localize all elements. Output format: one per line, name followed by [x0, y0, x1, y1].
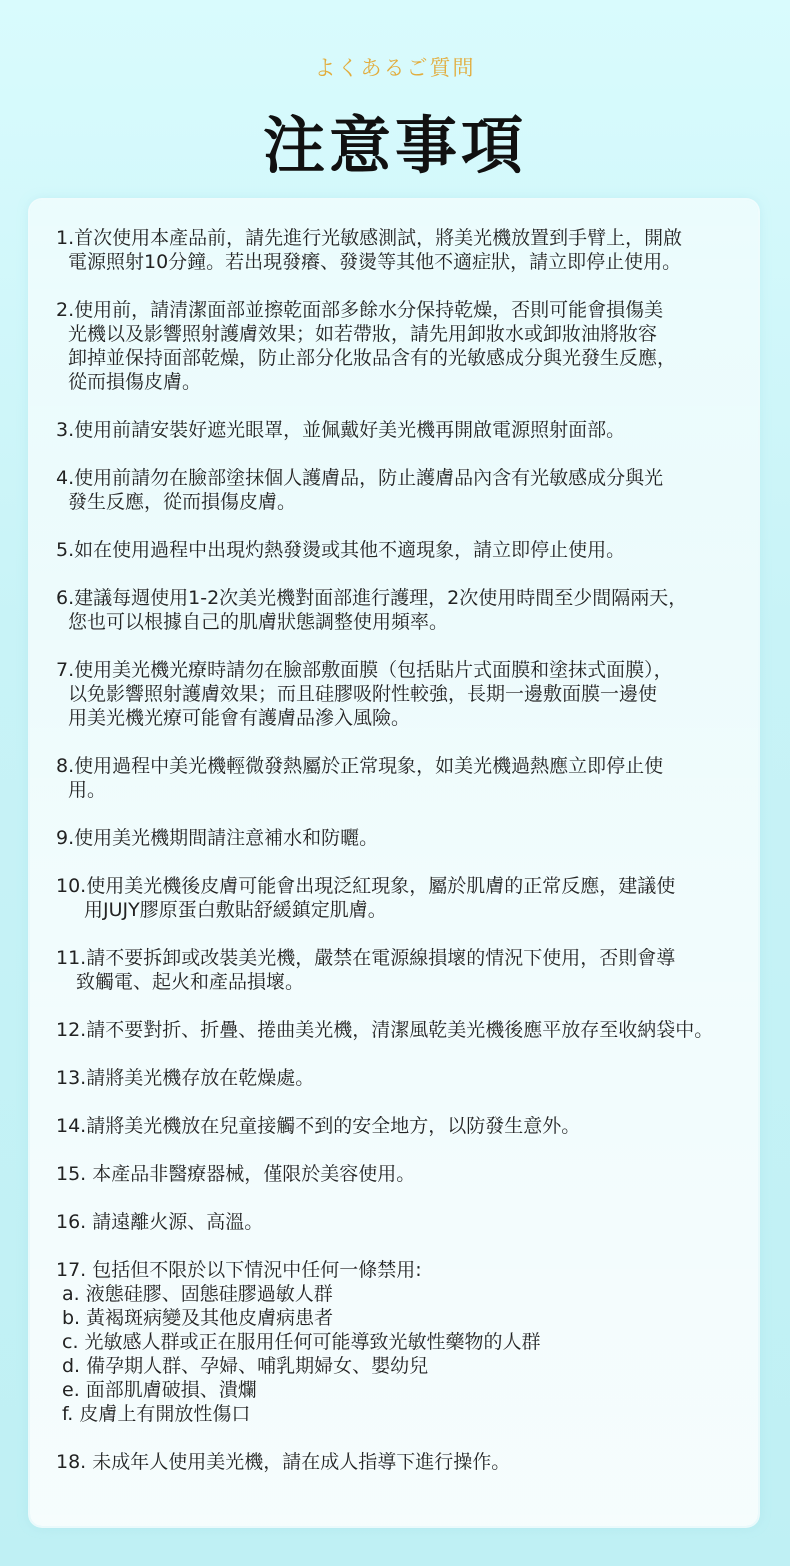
- notice-line: 15. 本產品非醫療器械，僅限於美容使用。: [56, 1163, 416, 1185]
- notice-line: 11.請不要拆卸或改裝美光機，嚴禁在電源線損壞的情況下使用，否則會導: [56, 947, 676, 969]
- notice-subitem: b. 黃褐斑病變及其他皮膚病患者: [62, 1307, 334, 1329]
- notice-line: 電源照射10分鐘。若出現發癢、發燙等其他不適症狀，請立即停止使用。: [68, 251, 682, 273]
- notice-subitem: d. 備孕期人群、孕婦、哺乳期婦女、嬰幼兒: [62, 1355, 429, 1377]
- notice-line: 光機以及影響照射護膚效果；如若帶妝，請先用卸妝水或卸妝油將妝容: [68, 323, 658, 345]
- notice-line: 3.使用前請安裝好遮光眼罩，並佩戴好美光機再開啟電源照射面部。: [56, 419, 626, 441]
- notice-line: 致觸電、起火和產品損壞。: [76, 971, 305, 993]
- notice-line: 8.使用過程中美光機輕微發熱屬於正常現象，如美光機過熱應立即停止使: [56, 755, 664, 777]
- notice-line: 16. 請遠離火源、高溫。: [56, 1211, 264, 1233]
- notice-line: 6.建議每週使用1-2次美光機對面部進行護理，2次使用時間至少間隔兩天，: [56, 587, 688, 609]
- notice-item-3: [56, 418, 736, 442]
- notice-item-7: [56, 658, 736, 730]
- notice-item-15: [56, 1162, 736, 1186]
- notice-item-16: [56, 1210, 736, 1234]
- notice-item-13: [56, 1066, 736, 1090]
- notice-subitem: e. 面部肌膚破損、潰爛: [62, 1379, 257, 1401]
- notice-item-12: [56, 1018, 736, 1042]
- notice-line: 9.使用美光機期間請注意補水和防曬。: [56, 827, 379, 849]
- notice-item-8: [56, 754, 736, 802]
- notice-item-5: [56, 538, 736, 562]
- notice-line: 從而損傷皮膚。: [68, 371, 202, 393]
- notice-item-10: [56, 874, 736, 922]
- notice-line: 用。: [68, 779, 107, 801]
- notice-item-4: [56, 466, 736, 514]
- notice-line: 10.使用美光機後皮膚可能會出現泛紅現象，屬於肌膚的正常反應，建議使: [56, 875, 676, 897]
- notice-line: 2.使用前，請清潔面部並擦乾面部多餘水分保持乾燥，否則可能會損傷美: [56, 299, 664, 321]
- notice-item-11: [56, 946, 736, 994]
- notice-line: 用JUJY膠原蛋白敷貼舒緩鎮定肌膚。: [84, 899, 387, 921]
- notice-item-1: [56, 226, 736, 274]
- notice-line: 以免影響照射護膚效果；而且硅膠吸附性較強，長期一邊敷面膜一邊使: [68, 683, 658, 705]
- notice-line: 7.使用美光機光療時請勿在臉部敷面膜（包括貼片式面膜和塗抹式面膜），: [56, 659, 673, 681]
- notice-line: 用美光機光療可能會有護膚品滲入風險。: [68, 707, 411, 729]
- notice-line: 12.請不要對折、折疊、捲曲美光機，清潔風乾美光機後應平放存至收納袋中。: [56, 1019, 714, 1041]
- notice-line: 14.請將美光機放在兒童接觸不到的安全地方，以防發生意外。: [56, 1115, 581, 1137]
- notice-item-14: [56, 1114, 736, 1138]
- notice-line: 17. 包括但不限於以下情況中任何一條禁用:: [56, 1259, 422, 1281]
- notice-line: 18. 未成年人使用美光機，請在成人指導下進行操作。: [56, 1451, 511, 1473]
- notice-line: 13.請將美光機存放在乾燥處。: [56, 1067, 315, 1089]
- notice-item-17: [56, 1258, 736, 1426]
- notice-list: [56, 226, 736, 1474]
- notice-item-6: [56, 586, 736, 634]
- notice-subitem: c. 光敏感人群或正在服用任何可能導致光敏性藥物的人群: [62, 1331, 541, 1353]
- notice-line: 您也可以根據自己的肌膚狀態調整使用頻率。: [68, 611, 449, 633]
- notice-line: 4.使用前請勿在臉部塗抹個人護膚品，防止護膚品內含有光敏感成分與光: [56, 467, 664, 489]
- notice-line: 卸掉並保持面部乾燥，防止部分化妝品含有的光敏感成分與光發生反應，: [68, 347, 677, 369]
- notice-line: 發生反應，從而損傷皮膚。: [68, 491, 297, 513]
- notice-item-18: [56, 1450, 736, 1474]
- notice-subitem: a. 液態硅膠、固態硅膠過敏人群: [62, 1283, 333, 1305]
- notice-line: 5.如在使用過程中出現灼熱發燙或其他不適現象，請立即停止使用。: [56, 539, 626, 561]
- notice-line: 1.首次使用本產品前，請先進行光敏感測試，將美光機放置到手臂上，開啟: [56, 227, 683, 249]
- notice-item-9: [56, 826, 736, 850]
- notice-item-2: [56, 298, 736, 394]
- page-subtitle: よくあるご質問: [314, 56, 476, 80]
- notice-subitem: f. 皮膚上有開放性傷口: [62, 1403, 251, 1425]
- page-title: 注意事項: [262, 109, 527, 182]
